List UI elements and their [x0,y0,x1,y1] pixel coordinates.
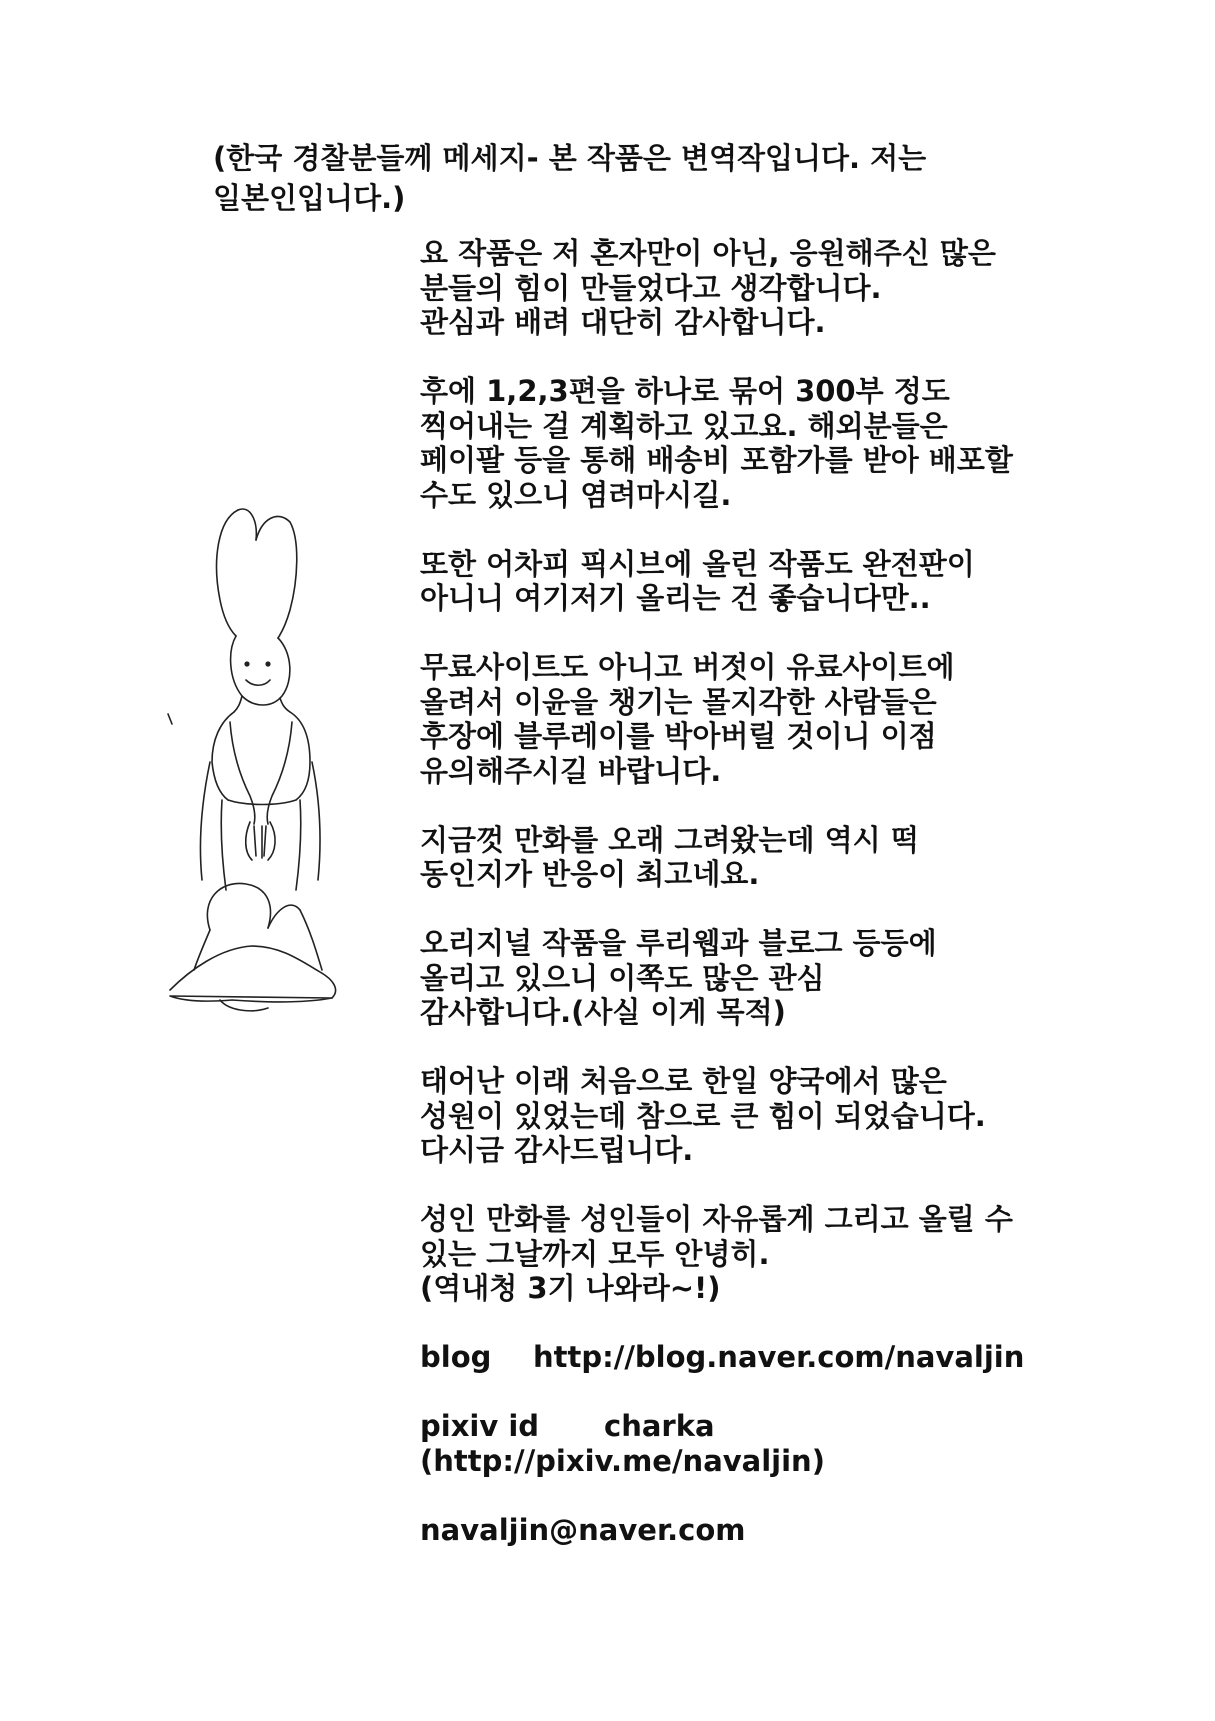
paragraph [420,823,1200,892]
paragraph-line: 성인 만화를 성인들이 자유롭게 그리고 올릴 수 [420,1202,1013,1236]
body-text [420,236,1200,1582]
paragraph-line: 지금껏 만화를 오래 그려왔는데 역시 떡 [420,822,919,857]
paragraph-line: 성원이 있었는데 참으로 큰 힘이 되었습니다. [420,1098,986,1133]
paragraph-line: 올리고 있으니 이쪽도 많은 관심 [420,960,825,995]
paragraph-line: (역내청 3기 나와라~!) [420,1271,721,1305]
paragraph-line: 유의해주시길 바랍니다. [420,753,722,788]
header-note-line: (한국 경찰분들께 메세지- 본 작품은 변역작입니다. 저는 [213,141,927,175]
blog-label: blog [420,1340,492,1374]
paragraph [420,650,1200,788]
paragraph-line: 요 작품은 저 혼자만이 아닌, 응원해주신 많은 [420,236,996,270]
pixiv-label: pixiv id [420,1409,540,1443]
paragraph-line: 다시금 감사드립니다. [420,1133,694,1167]
contact-pixiv [420,1409,1200,1478]
paragraph-line: 또한 어차피 픽시브에 올린 작품도 완전판이 [420,546,975,581]
paragraph-line: 후장에 블루레이를 박아버릴 것이니 이점 [420,719,937,753]
paragraph-line: 태어난 이래 처음으로 한일 양국에서 많은 [420,1064,947,1098]
paragraph-line: 감사합니다.(사실 이게 목적) [420,995,786,1029]
paragraph-line: 있는 그날까지 모두 안녕히. [420,1236,770,1271]
pixiv-id: charka [604,1409,715,1443]
contact-email [420,1513,1200,1548]
sketch-figure-icon [150,500,390,1030]
paragraph-line: 오리지널 작품을 루리웹과 블로그 등등에 [420,926,937,960]
paragraph-line: 후에 1,2,3편을 하나로 묶어 300부 정도 [420,374,950,408]
header-note [213,138,1013,218]
paragraph [420,1202,1200,1306]
paragraph [420,547,1200,616]
blog-url: http://blog.naver.com/navaljin [533,1340,1025,1374]
contact-blog [420,1340,1200,1375]
paragraph-line: 올려서 이윤을 챙기는 몰지각한 사람들은 [420,684,937,719]
paragraph [420,926,1200,1030]
paragraph-line: 찍어내는 걸 계획하고 있고요. 해외분들은 [420,408,948,443]
paragraph-line: 페이팔 등을 통해 배송비 포함가를 받아 배포할 [420,443,1013,477]
paragraph-line: 관심과 배려 대단히 감사합니다. [420,305,826,339]
paragraph-line: 아니니 여기저기 올리는 건 좋습니다만.. [420,581,931,615]
paragraph [420,374,1200,512]
paragraph [420,1064,1200,1168]
paragraph-line: 분들의 힘이 만들었다고 생각합니다. [420,270,882,305]
header-note-line: 일본인입니다.) [213,181,406,215]
paragraph-line: 수도 있으니 염려마시길. [420,477,732,512]
paragraph-line: 무료사이트도 아니고 버젓이 유료사이트에 [420,650,955,684]
paragraph [420,236,1200,340]
pixiv-url: (http://pixiv.me/navaljin) [420,1443,825,1478]
paragraph-line: 동인지가 반응이 최고네요. [420,857,760,891]
email-address: navaljin@naver.com [420,1512,746,1547]
